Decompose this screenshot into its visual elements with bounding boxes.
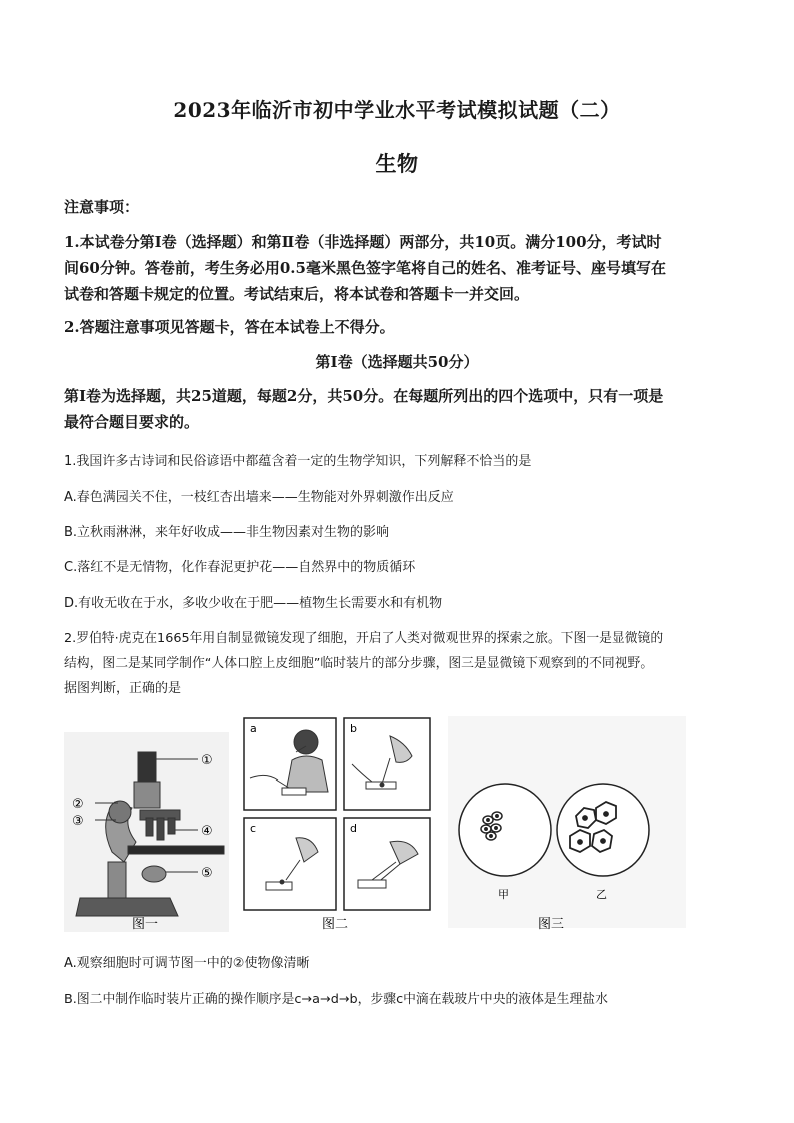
- q2-option-b: B.图二中制作临时装片正确的操作顺序是c→a→d→b，步骤c中滴在载玻片中央的液体是生理盐水: [64, 992, 608, 1007]
- fig2-panel-c-letter: c: [250, 822, 257, 835]
- section1-heading: 第Ⅰ卷（选择题共50分）: [315, 353, 479, 371]
- notice-item1-line3: 试卷和答题卡规定的位置。考试结束后，将本试卷和答题卡一并交回。: [64, 285, 530, 303]
- fig3-caption: 图三: [538, 917, 565, 932]
- exam-subject: 生物: [375, 151, 419, 176]
- q1-option-b: B.立秋雨淋淋，来年好收成——非生物因素对生物的影响: [64, 525, 390, 540]
- notice-item1-line2: 间60分钟。答卷前，考生务必用0.5毫米黑色签字笔将自己的姓名、准考证号、座号填写在: [64, 259, 666, 277]
- fig2-panel-c: [244, 818, 336, 910]
- q1-stem: 1.我国许多古诗词和民俗谚语中都蕴含着一定的生物学知识，下列解释不恰当的是: [64, 454, 532, 469]
- notice-item1-line1: 1.本试卷分第Ⅰ卷（选择题）和第Ⅱ卷（非选择题）两部分，共10页。满分100分，考试时: [64, 233, 662, 251]
- section1-desc-line2: 最符合题目要求的。: [64, 413, 200, 431]
- fig2-panel-b-drawing: [352, 736, 412, 789]
- fig1-label-4: ④: [201, 824, 213, 839]
- fig1-label-5: ⑤: [201, 866, 213, 881]
- fig1-label-1: ①: [201, 753, 213, 768]
- q2-figures: [60, 712, 700, 938]
- q1-option-d: D.有收无收在于水，多收少收在于肥——植物生长需要水和有机物: [64, 596, 443, 611]
- q2-option-a: A.观察细胞时可调节图一中的②使物像清晰: [64, 956, 310, 971]
- q2-stem-line2: 结构，图二是某同学制作“人体口腔上皮细胞”临时装片的部分步骤，图三是显微镜下观察到的不同视野。: [64, 656, 654, 671]
- notice-item2: 2.答题注意事项见答题卡，答在本试卷上不得分。: [64, 318, 395, 336]
- fig1-label-2: ②: [72, 797, 84, 812]
- fig3-view-jia: [459, 784, 551, 876]
- fig3-label-yi: 乙: [596, 888, 607, 901]
- fig2-caption: 图二: [322, 917, 349, 932]
- fig1-label-3: ③: [72, 814, 84, 829]
- fig3-label-jia: 甲: [498, 888, 509, 901]
- q1-option-c: C.落红不是无情物，化作春泥更护花——自然界中的物质循环: [64, 560, 416, 575]
- q2-stem-line1: 2.罗伯特·虎克在1665年用自制显微镜发现了细胞，开启了人类对微观世界的探索之旅。下图一是显微镜的: [64, 631, 664, 646]
- fig1-caption: 图一: [132, 917, 159, 932]
- fig2-panel-d-drawing: [358, 841, 418, 888]
- q1-option-a: A.春色满园关不住，一枝红杏出墙来——生物能对外界刺激作出反应: [64, 490, 454, 505]
- notice-heading: 注意事项：: [64, 198, 140, 216]
- exam-title: 2023年临沂市初中学业水平考试模拟试题（二）: [173, 98, 621, 122]
- q2-stem-line3: 据图判断，正确的是: [64, 681, 182, 696]
- fig2-panel-a-drawing: [250, 730, 328, 795]
- section1-desc-line1: 第Ⅰ卷为选择题，共25道题，每题2分，共50分。在每题所列出的四个选项中，只有一项是: [64, 387, 664, 405]
- fig2-panel-a-letter: a: [250, 722, 257, 735]
- fig2-panel-d-letter: d: [350, 822, 357, 835]
- fig2-panel-b-letter: b: [350, 722, 357, 735]
- fig2-panel-c-drawing: [266, 838, 318, 890]
